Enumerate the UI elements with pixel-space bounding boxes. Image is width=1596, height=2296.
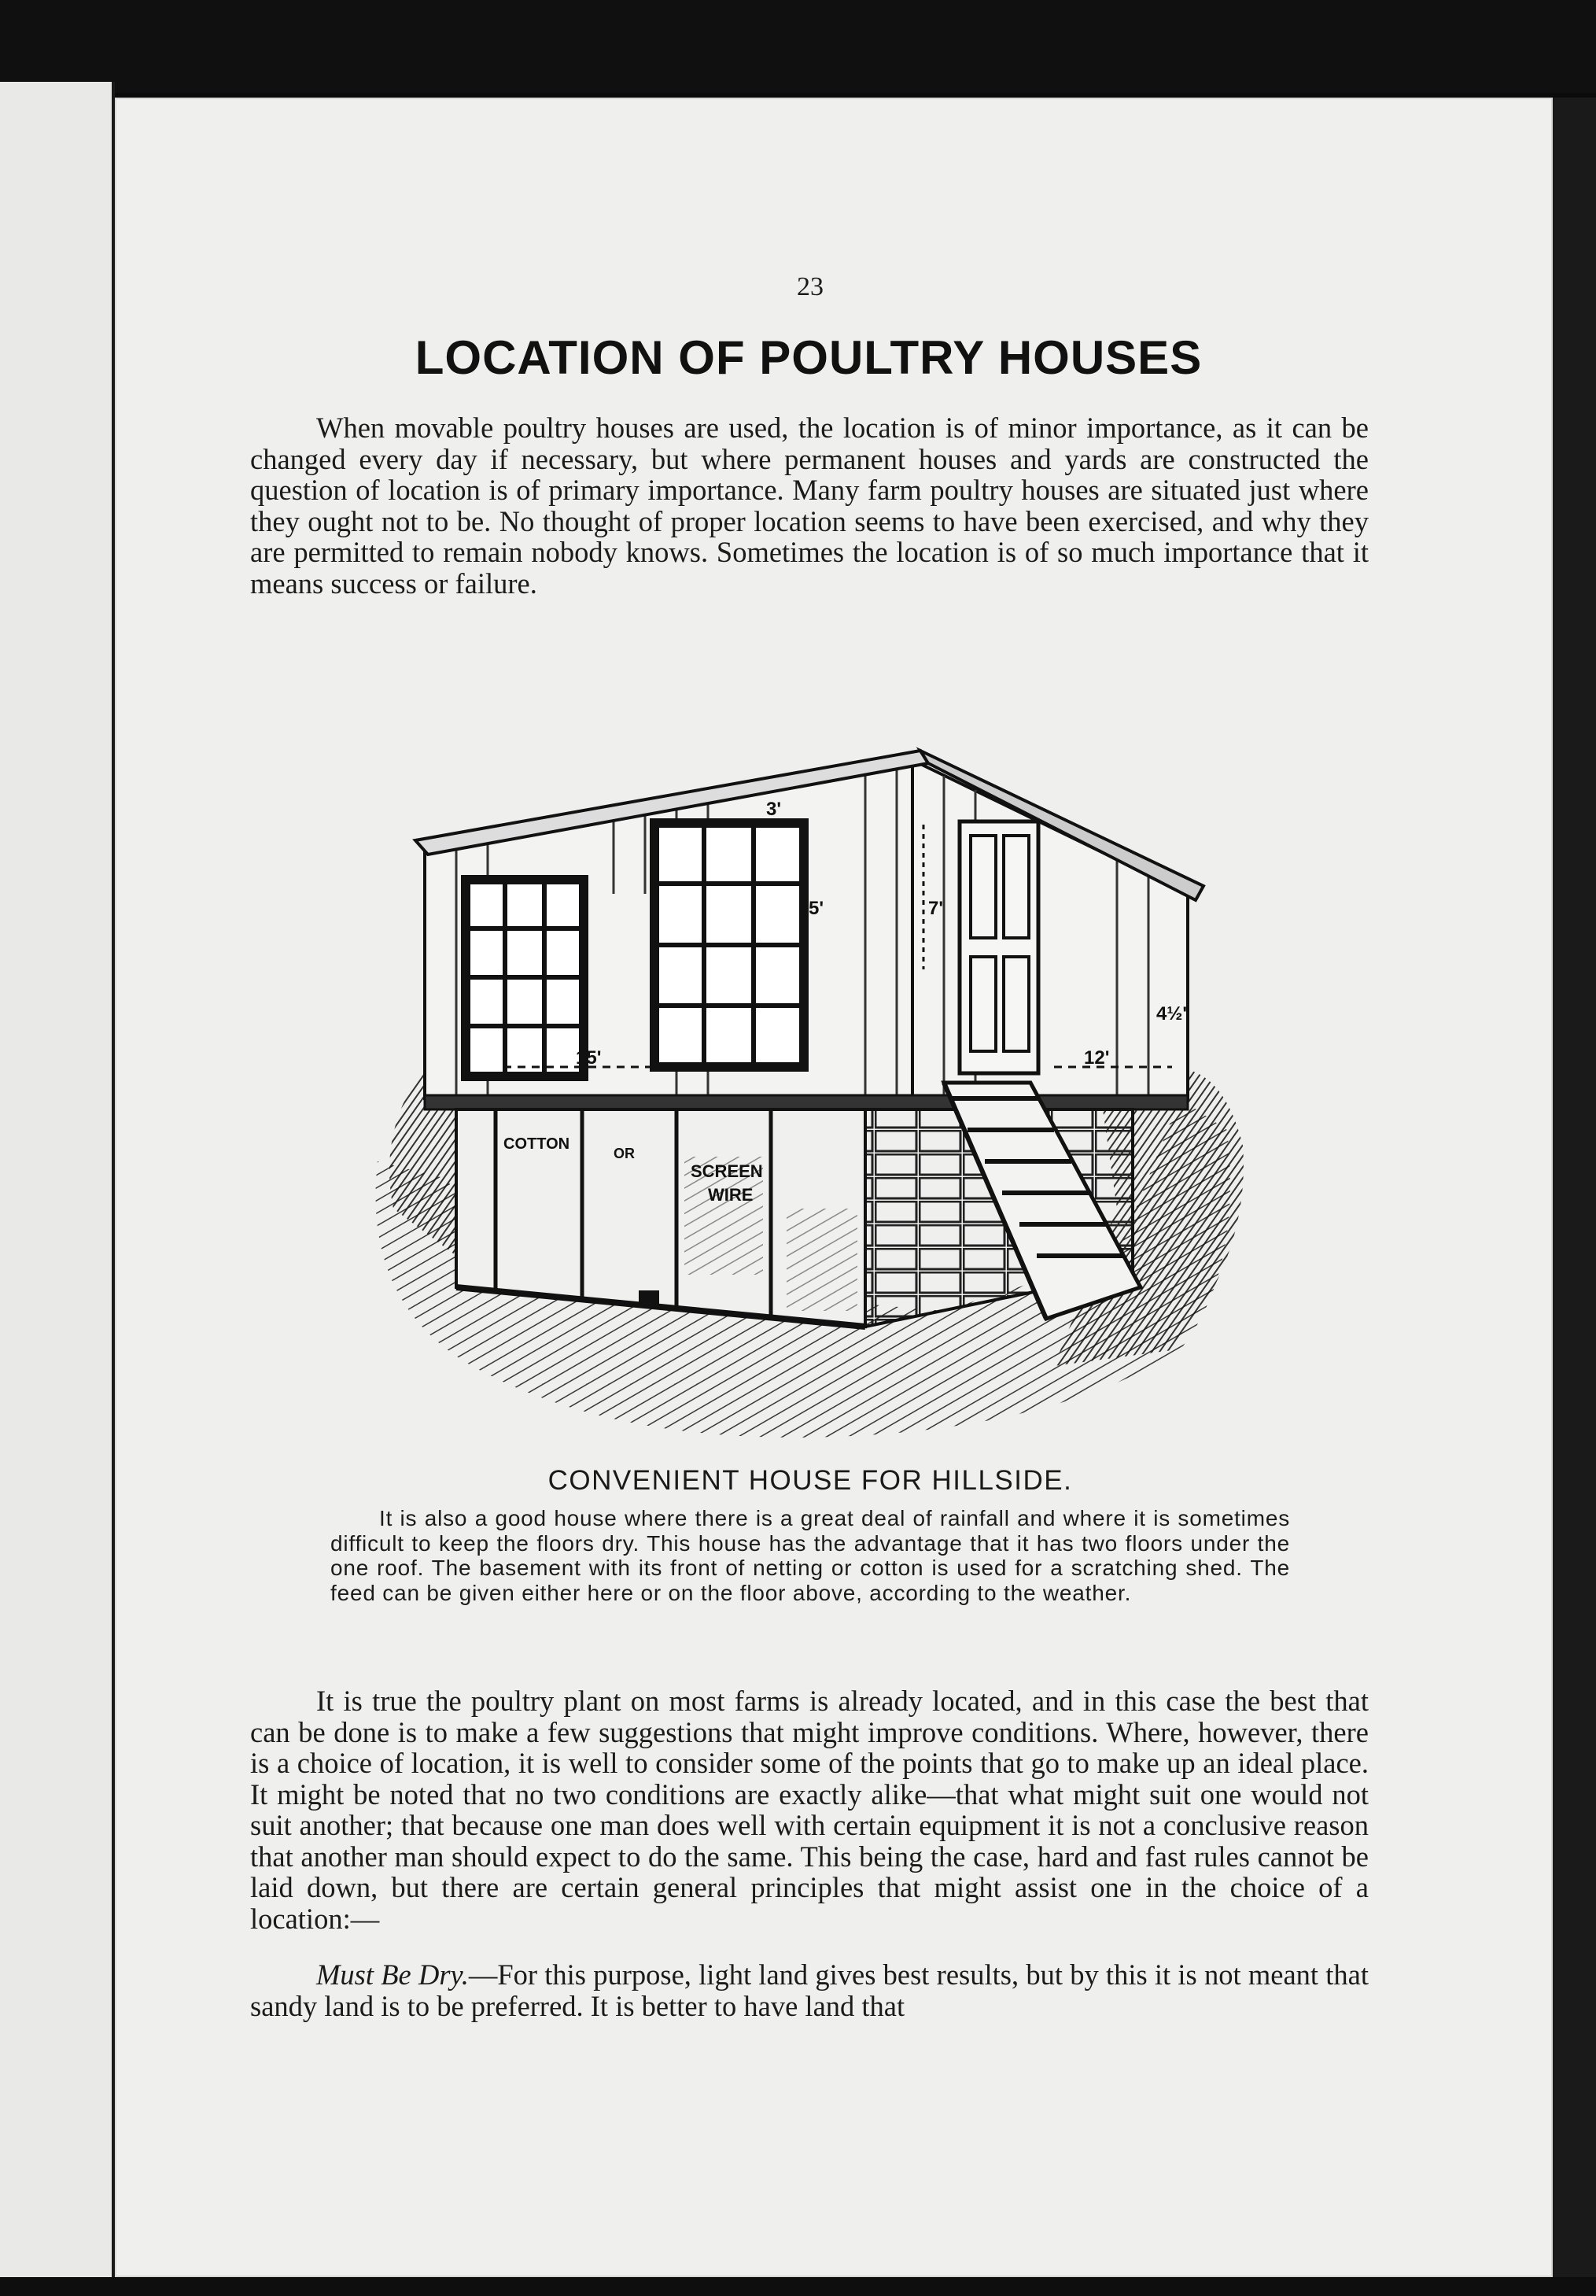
page-number: 23 bbox=[797, 272, 824, 301]
facing-page-edge bbox=[0, 82, 115, 2277]
dimension-door: 7' bbox=[928, 898, 944, 919]
figure-caption-text: It is also a good house where there is a great deal of rainfall and where it is sometimes difficult to keep the floors dry. This house has the advantage that it has two floors under the one roof. The basement with its front of netting or cotton is used for a scratching shed. The feed can be given either here or on the floor above, according to the weather. bbox=[330, 1506, 1290, 1605]
label-cotton: COTTON bbox=[503, 1135, 570, 1153]
basement-opening bbox=[639, 1290, 659, 1308]
scan-border-top bbox=[0, 0, 1596, 93]
side-wall bbox=[912, 760, 1188, 1098]
body-paragraph-2: It is true the poultry plant on most farms is already located, and in this case the best that can be done is to make a few suggestions that might improve conditions. Where, however, there is a choice of location, it is well to consider some of the points that go to make up an ideal place. It might be noted that no two conditions are exactly alike—that what might suit one would not suit another; that because one man does well with certain equipment it is not a conclusive reason that another man should expect to do the same. This being the case, hard and fast rules cannot be laid down, but there are certain general principles that might assist one in the choice of a location:— bbox=[250, 1685, 1369, 1935]
dimension-rear: 4½' bbox=[1156, 1003, 1188, 1024]
section-runin-text: —For this purpose, light land gives best results, but by this it is not meant that sandy land is to be preferred. It is better to have land that bbox=[250, 1958, 1369, 2022]
sill-beam bbox=[425, 1095, 1188, 1109]
body-paragraph-3 bbox=[250, 1959, 1369, 2021]
dimension-window: 5' bbox=[809, 898, 824, 919]
dimension-front: 15' bbox=[576, 1047, 602, 1069]
figure-caption-title: CONVENIENT HOUSE FOR HILLSIDE. bbox=[547, 1465, 1073, 1496]
label-wire: WIRE bbox=[708, 1185, 754, 1205]
label-or: OR bbox=[614, 1146, 635, 1161]
page-title: LOCATION OF POULTRY HOUSES bbox=[415, 331, 1203, 384]
label-screen: SCREEN bbox=[691, 1161, 763, 1181]
scan-border-right bbox=[1553, 98, 1596, 2296]
dimension-side: 12' bbox=[1084, 1047, 1110, 1069]
dimension-top: 3' bbox=[766, 799, 782, 820]
hillside-house-illustration bbox=[346, 658, 1259, 1460]
scan-border-bottom bbox=[0, 2277, 1596, 2296]
intro-paragraph: When movable poultry houses are used, the location is of minor importance, as it can be changed every day if necessary, but where permanent houses and yards are constructed the question of location is of primary importance. Many farm poultry houses are situated just where they ought not to be. No thought of proper location seems to have been exercised, and why they are permitted to remain nobody knows. Sometimes the location is of so much importance that it means success or failure. bbox=[250, 412, 1369, 600]
section-runin-heading: Must Be Dry. bbox=[316, 1958, 469, 1991]
